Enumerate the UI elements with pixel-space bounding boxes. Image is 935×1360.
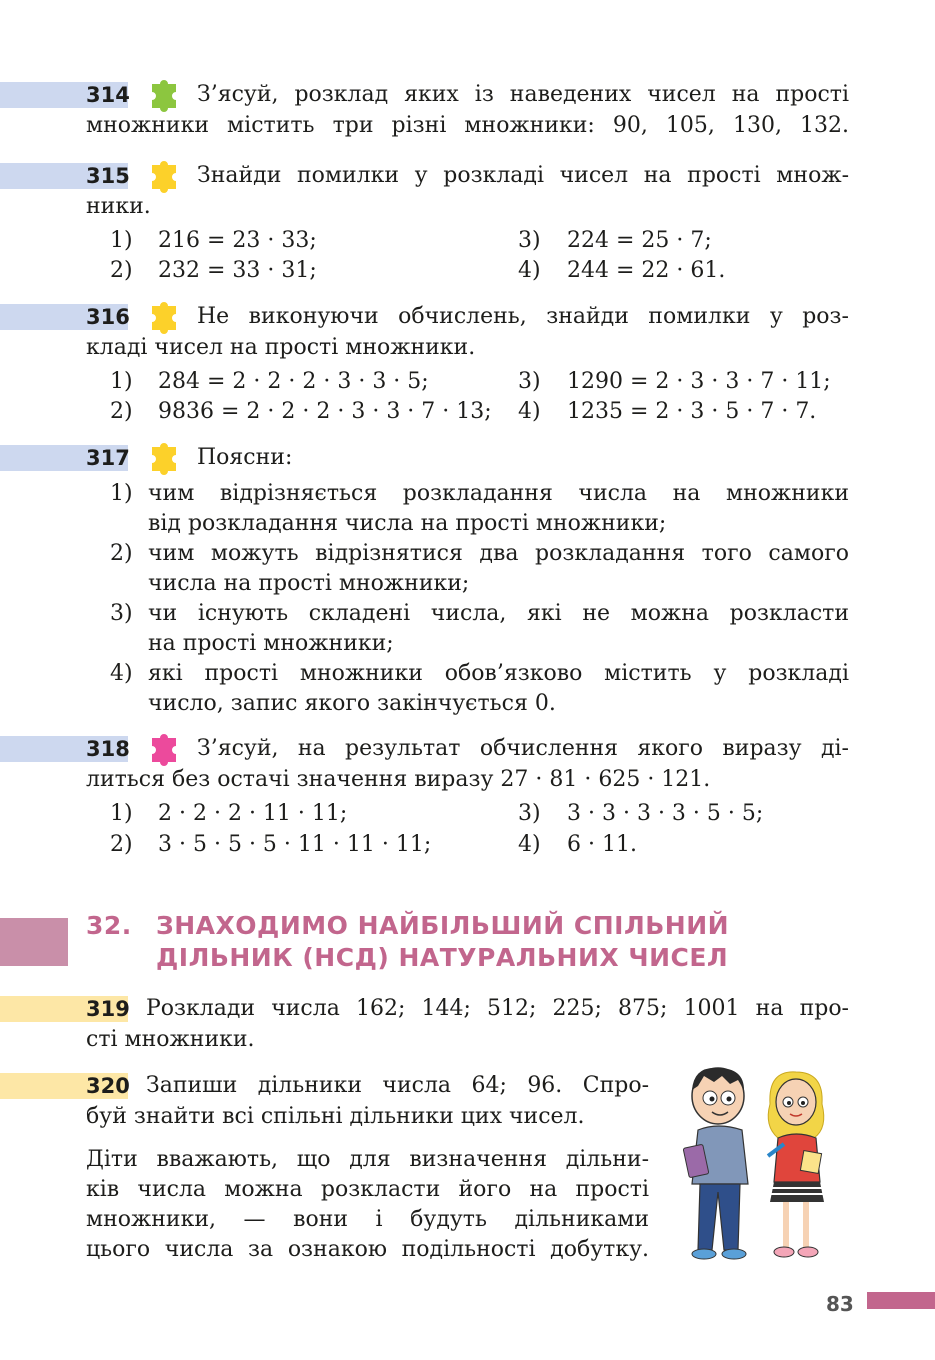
exercise-315-text-line2: ники. [86,194,151,219]
page-number: 83 [826,1292,854,1316]
paragraph-line3: множники, — вони і будуть дільниками [86,1207,649,1232]
exercise-320-text-line1: Запиши дільники числа 64; 96. Спро- [146,1073,649,1098]
exercise-317-text: Поясни: [197,445,293,470]
exercise-318-item-label: 4) [518,832,541,857]
exercise-316-item-text: 1235 = 2 · 3 · 5 · 7 · 7. [567,399,817,424]
paragraph-line4: цього числа за ознакою подільності добутку. [86,1237,649,1262]
exercise-317-item-label: 2) [110,541,133,566]
exercise-316-text-line2: кладі чисел на прості множники. [86,335,476,360]
exercise-315-number: 315 [86,164,130,188]
page-number-bar [867,1292,935,1309]
exercise-318-item-label: 2) [110,832,133,857]
exercise-318-item-label: 1) [110,801,133,826]
puzzle-icon-yellow [146,155,186,195]
exercise-320-text-line2: буй знайти всі спільні дільники цих чисел. [86,1104,585,1129]
exercise-316-item-text: 9836 = 2 · 2 · 2 · 3 · 3 · 7 · 13; [158,399,492,424]
exercise-315-text-line1: Знайди помилки у розкладі чисел на прості множ- [197,163,849,188]
exercise-317-item-line2: число, запис якого закінчується 0. [148,691,556,716]
exercise-318-text-line2: литься без остачі значення виразу 27 · 81 · 625 · 121. [86,767,711,792]
exercise-316-item-label: 3) [518,369,541,394]
exercise-316-item-label: 4) [518,399,541,424]
exercise-315-item-label: 2) [110,258,133,283]
exercise-318-number: 318 [86,737,130,761]
exercise-318-item-text: 2 · 2 · 2 · 11 · 11; [158,801,348,826]
exercise-314-text-line1: З’ясуй, розклад яких із наведених чисел на прості [197,82,849,107]
exercise-315-item-label: 4) [518,258,541,283]
puzzle-icon-yellow [146,437,186,477]
exercise-317-number: 317 [86,446,130,470]
paragraph-line1: Діти вважають, що для визначення дільни- [86,1147,649,1172]
section-marker [0,918,68,966]
exercise-315-item-label: 3) [518,228,541,253]
exercise-315-item-text: 224 = 25 · 7; [567,228,712,253]
section-title-line2: ДІЛЬНИК (НСД) НАТУРАЛЬНИХ ЧИСЕЛ [156,943,729,972]
exercise-319-text-line1: Розклади числа 162; 144; 512; 225; 875; 1001 на про- [146,996,849,1021]
exercise-317-item-label: 3) [110,601,133,626]
exercise-317-item-label: 4) [110,661,133,686]
exercise-319-number: 319 [86,997,130,1021]
exercise-315-item-label: 1) [110,228,133,253]
section-number: 32. [86,911,132,940]
exercise-315-item-text: 232 = 33 · 31; [158,258,317,283]
exercise-317-item-line1: чим можуть відрізнятися два розкладання того самого [148,541,849,566]
section-title-line1: ЗНАХОДИМО НАЙБІЛЬШИЙ СПІЛЬНИЙ [156,911,730,940]
exercise-317-item-line2: на прості множники; [148,631,394,656]
exercise-317-item-label: 1) [110,481,133,506]
exercise-314-text-line2: множники містить три різні множники: 90, 105, 130, 132. [86,113,849,138]
puzzle-icon-green [146,74,186,114]
exercise-316-item-text: 1290 = 2 · 3 · 3 · 7 · 11; [567,369,831,394]
exercise-319-text-line2: сті множники. [86,1027,255,1052]
paragraph-line2: ків числа можна розкласти його на прості [86,1177,649,1202]
boy-figure [683,1068,748,1259]
exercise-316-text-line1: Не виконуючи обчислень, знайди помилки у роз- [197,304,849,329]
exercise-317-item-line1: чи існують складені числа, які не можна розкласти [148,601,849,626]
exercise-315-item-text: 216 = 23 · 33; [158,228,317,253]
exercise-316-item-text: 284 = 2 · 2 · 2 · 3 · 3 · 5; [158,369,429,394]
exercise-318-text-line1: З’ясуй, на результат обчислення якого виразу ді- [197,736,849,761]
puzzle-icon-pink [146,728,186,768]
girl-figure [768,1072,824,1257]
exercise-318-item-label: 3) [518,801,541,826]
exercise-318-item-text: 3 · 5 · 5 · 5 · 11 · 11 · 11; [158,832,432,857]
puzzle-icon-yellow [146,296,186,336]
exercise-316-item-label: 1) [110,369,133,394]
exercise-314-number: 314 [86,83,130,107]
exercise-316-number: 316 [86,305,130,329]
exercise-317-item-line1: чим відрізняється розкладання числа на множники [148,481,849,506]
exercise-317-item-line2: від розкладання числа на прості множники; [148,511,667,536]
exercise-315-item-text: 244 = 22 · 61. [567,258,726,283]
exercise-317-item-line1: які прості множники обов’язково містить у розкладі [148,661,849,686]
exercise-316-item-label: 2) [110,399,133,424]
exercise-318-item-text: 3 · 3 · 3 · 3 · 5 · 5; [567,801,764,826]
exercise-320-number: 320 [86,1074,130,1098]
exercise-318-item-text: 6 · 11. [567,832,637,857]
exercise-317-item-line2: числа на прості множники; [148,571,470,596]
children-illustration [672,1064,844,1264]
